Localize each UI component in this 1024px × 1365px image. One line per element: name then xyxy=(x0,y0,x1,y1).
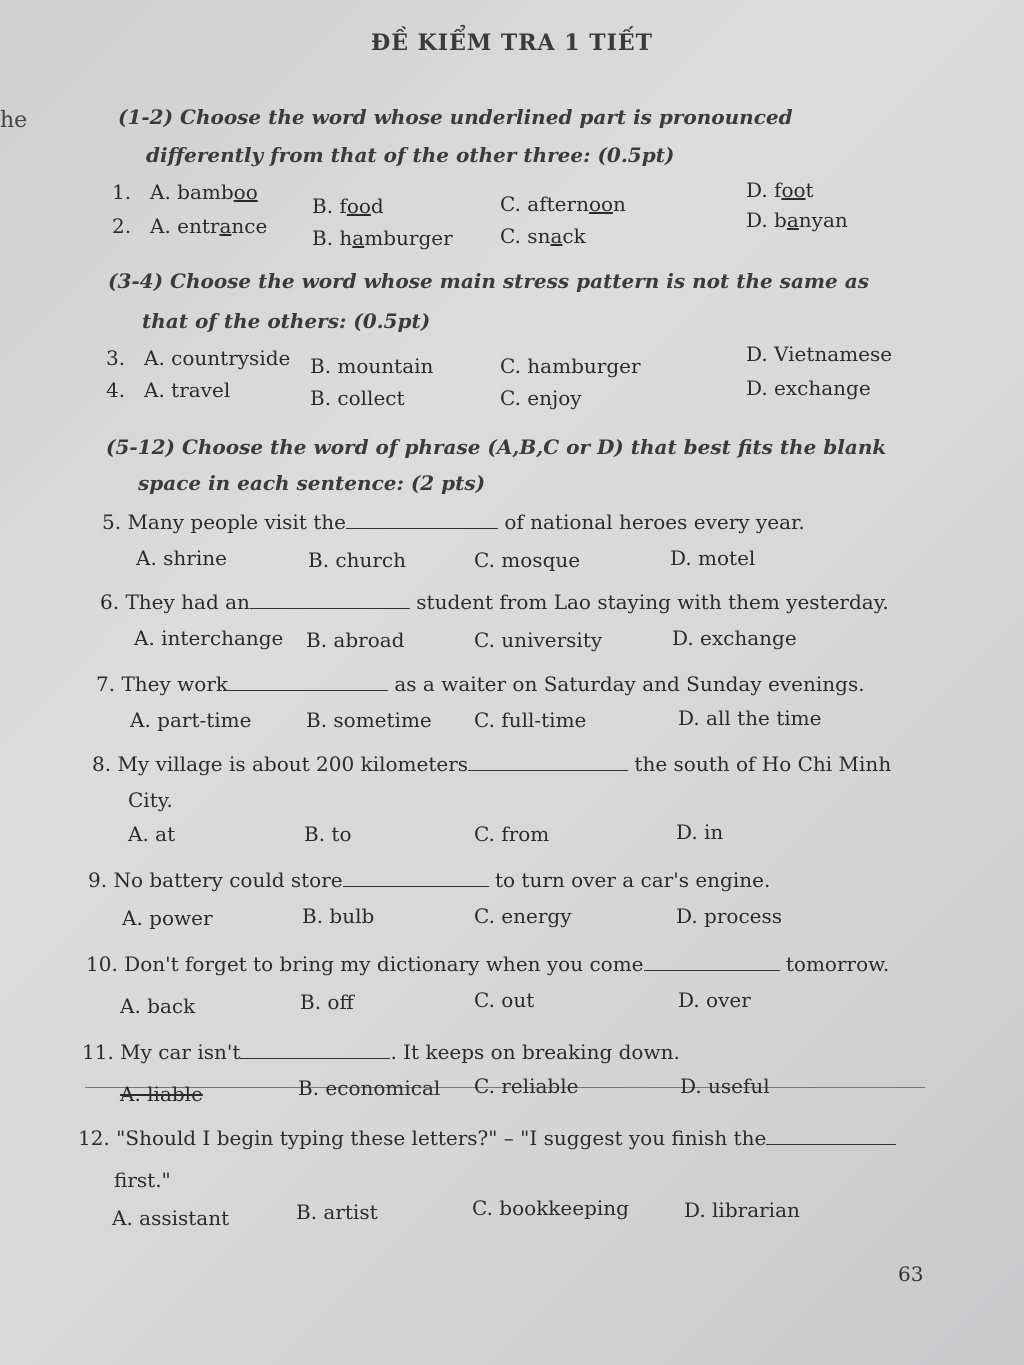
question-number: 10. xyxy=(86,952,118,976)
question-text-before: No battery could store xyxy=(113,868,343,892)
option-d: D. Vietnamese xyxy=(746,342,893,366)
option-c: C. reliable xyxy=(474,1074,579,1098)
page-number: 63 xyxy=(898,1262,924,1286)
question-text-before: My village is about 200 kilometers xyxy=(117,752,469,776)
question-continuation: City. xyxy=(128,788,173,812)
option-b: B. hamburger xyxy=(312,226,453,250)
option-b: B. economical xyxy=(298,1076,441,1100)
option-a: A. countryside xyxy=(144,346,291,370)
question-8 xyxy=(92,752,891,776)
question-text-after: . It keeps on breaking down. xyxy=(390,1040,680,1064)
question-text-before: My car isn't xyxy=(120,1040,241,1064)
option-b: B. off xyxy=(300,990,354,1014)
question-text-after: as a waiter on Saturday and Sunday evenings. xyxy=(394,672,865,696)
option-c: C. university xyxy=(474,628,603,652)
question-6 xyxy=(100,590,889,614)
option-c: C. hamburger xyxy=(500,354,641,378)
option-c: C. full-time xyxy=(474,708,587,732)
option-a: A. at xyxy=(128,822,176,846)
question-continuation: first." xyxy=(114,1168,171,1192)
page-edge-text: he xyxy=(0,108,28,133)
question-text-before: They work xyxy=(121,672,229,696)
option-b: B. artist xyxy=(296,1200,378,1224)
question-11 xyxy=(82,1040,680,1064)
option-b: B. sometime xyxy=(306,708,432,732)
question-number: 1. xyxy=(112,180,132,204)
option-c: C. afternoon xyxy=(500,192,626,216)
question-number: 4. xyxy=(106,378,126,402)
option-c: C. snack xyxy=(500,224,586,248)
question-5 xyxy=(102,510,805,534)
option-a: A. power xyxy=(122,906,213,930)
question-12 xyxy=(78,1126,896,1150)
option-a: A. bamboo xyxy=(150,180,258,204)
page-title: ĐỀ KIỂM TRA 1 TIẾT xyxy=(371,30,653,56)
option-d: D. all the time xyxy=(678,706,822,730)
option-d: D. useful xyxy=(680,1074,770,1098)
option-a: A. assistant xyxy=(112,1206,230,1230)
question-number: 7. xyxy=(96,672,116,696)
option-d: D. in xyxy=(676,820,724,844)
option-b: B. church xyxy=(308,548,407,572)
answer-blank xyxy=(250,590,410,609)
question-number: 2. xyxy=(112,214,132,238)
option-c: C. out xyxy=(474,988,535,1012)
option-b: B. food xyxy=(312,194,384,218)
option-c: C. mosque xyxy=(474,548,581,572)
question-text-before: Don't forget to bring my dictionary when you come xyxy=(124,952,644,976)
question-text-after: of national heroes every year. xyxy=(504,510,805,534)
option-a: A. interchange xyxy=(134,626,284,650)
section3-instruction-line1: (5-12) Choose the word of phrase (A,B,C or D) that best fits the blank xyxy=(106,435,887,459)
option-b: B. bulb xyxy=(302,904,375,928)
question-text-after: tomorrow. xyxy=(785,952,890,976)
question-7 xyxy=(96,672,865,696)
question-text-before: They had an xyxy=(125,590,250,614)
option-b: B. abroad xyxy=(306,628,405,652)
question-number: 12. xyxy=(78,1126,110,1150)
question-text-after: student from Lao staying with them yesterday. xyxy=(416,590,889,614)
option-a: A. part-time xyxy=(130,708,252,732)
answer-blank xyxy=(468,752,628,771)
option-c: C. bookkeeping xyxy=(472,1196,629,1220)
option-d: D. foot xyxy=(746,178,814,202)
option-a: A. back xyxy=(120,994,196,1018)
option-c: C. energy xyxy=(474,904,572,928)
section2-instruction-line1: (3-4) Choose the word whose main stress pattern is not the same as xyxy=(108,269,869,293)
option-d: D. librarian xyxy=(684,1198,800,1222)
option-d: D. motel xyxy=(670,546,756,570)
question-10 xyxy=(86,952,889,976)
answer-blank xyxy=(766,1126,896,1145)
option-d: D. exchange xyxy=(672,626,797,650)
question-text-before: "Should I begin typing these letters?" – "I suggest you finish the xyxy=(116,1126,767,1150)
section1-instruction-line2: differently from that of the other three: (0.5pt) xyxy=(146,143,675,167)
option-c: C. enjoy xyxy=(500,386,582,410)
question-number: 11. xyxy=(82,1040,114,1064)
option-b: B. mountain xyxy=(310,354,434,378)
answer-blank xyxy=(644,952,780,971)
section1-instruction-line1: (1-2) Choose the word whose underlined part is pronounced xyxy=(118,105,793,129)
question-text-before: Many people visit the xyxy=(127,510,346,534)
section3-instruction-line2: space in each sentence: (2 pts) xyxy=(138,471,486,495)
question-number: 6. xyxy=(100,590,120,614)
answer-blank xyxy=(343,868,489,887)
option-b: B. collect xyxy=(310,386,405,410)
option-d: D. exchange xyxy=(746,376,871,400)
option-a: A. entrance xyxy=(150,214,268,238)
option-b: B. to xyxy=(304,822,352,846)
option-d: D. over xyxy=(678,988,751,1012)
question-number: 3. xyxy=(106,346,126,370)
answer-blank xyxy=(228,672,388,691)
option-c: C. from xyxy=(474,822,550,846)
option-d: D. process xyxy=(676,904,783,928)
question-text-after: to turn over a car's engine. xyxy=(494,868,771,892)
question-text-after: the south of Ho Chi Minh xyxy=(634,752,892,776)
question-number: 8. xyxy=(92,752,112,776)
answer-blank xyxy=(240,1040,390,1059)
question-number: 9. xyxy=(88,868,108,892)
option-d: D. banyan xyxy=(746,208,848,232)
question-9 xyxy=(88,868,770,892)
section2-instruction-line2: that of the others: (0.5pt) xyxy=(142,309,431,333)
answer-blank xyxy=(346,510,498,529)
option-a: A. shrine xyxy=(136,546,227,570)
option-a: A. liable xyxy=(120,1082,203,1106)
option-a: A. travel xyxy=(144,378,231,402)
question-number: 5. xyxy=(102,510,122,534)
